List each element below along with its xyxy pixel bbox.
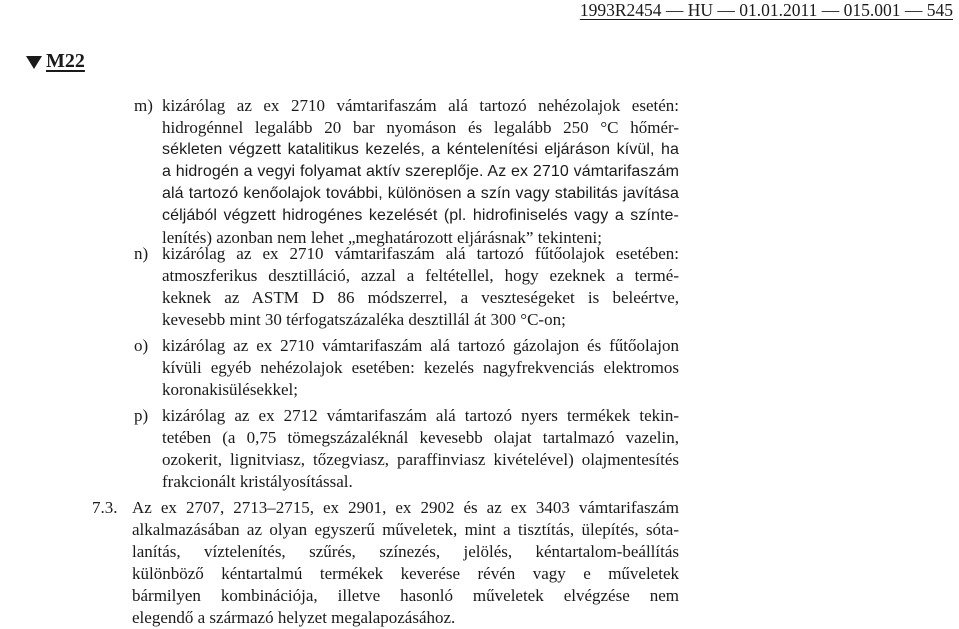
text-line: elegendő a származó helyzet megalapozásához. <box>132 608 456 627</box>
list-item-m <box>134 95 679 249</box>
section-7-3 <box>92 497 679 629</box>
list-item-p <box>134 405 679 493</box>
text-line: koronakisülésekkel; <box>162 380 298 399</box>
list-item-o <box>134 335 679 401</box>
text-line: kizárólag az ex 2710 vámtarifaszám alá tartozó fűtőolajok esetében: <box>162 244 679 263</box>
text-line: kizárólag az ex 2712 vámtarifaszám alá tartozó nyers termékek tekin- <box>162 406 679 425</box>
text-line: Az ex 2707, 2713–2715, ex 2901, ex 2902 és az ex 3403 vámtarifaszám <box>132 498 679 517</box>
text-line: kívüli egyéb nehézolajok esetében: kezelés nagyfrekvenciás elektromos <box>162 358 679 377</box>
list-item-letter: n) <box>134 244 149 263</box>
text-line: kizárólag az ex 2710 vámtarifaszám alá tartozó gázolajon és fűtőolajon <box>162 336 679 355</box>
text-line: alá tartozó kenőolajok további, különösen a szín vagy stabilitás javítása <box>162 185 679 202</box>
text-line: keknek az ASTM D 86 módszerrel, a veszteségeket is beleértve, <box>162 288 679 307</box>
text-line: ozokerit, lignitviasz, tőzegviasz, paraffinviasz kivételével) olajmentesítés <box>162 450 679 469</box>
list-item-letter: o) <box>134 336 149 355</box>
list-item-body <box>162 243 679 331</box>
document-reference-header: 1993R2454 — HU — 01.01.2011 — 015.001 — 545 <box>579 0 953 20</box>
text-line: hidrogénnel legalább 20 bar nyomáson és legalább 250 °C hőmér- <box>162 118 679 137</box>
section-body <box>132 497 679 629</box>
list-item-letter: p) <box>134 406 149 425</box>
list-item-body <box>162 335 679 401</box>
text-line: kevesebb mint 30 térfogatszázaléka desztillál át 300 °C-on; <box>162 310 566 329</box>
text-line: a hidrogén a vegyi folyamat aktív szereplője. Az ex 2710 vámtarifaszám <box>162 163 679 180</box>
text-line: alkalmazásában az olyan egyszerű műveletek, mint a tisztítás, ülepítés, sóta- <box>132 520 679 539</box>
text-line: kizárólag az ex 2710 vámtarifaszám alá tartozó nehézolajok esetén: <box>162 96 679 115</box>
text-line: sékleten végzett katalitikus kezelés, a kéntelenítési eljáráson kívül, ha <box>162 141 679 158</box>
amendment-marker <box>26 49 85 73</box>
text-line: tetében (a 0,75 tömegszázaléknál kevesebb olajat tartalmazó vazelin, <box>162 428 679 447</box>
list-item-body <box>162 95 679 249</box>
text-line: céljából végzett hidrogénes kezelését (pl. hidrofiniselés vagy a színte- <box>162 207 679 224</box>
section-number: 7.3. <box>92 498 118 517</box>
list-item-n <box>134 243 679 331</box>
text-line: különböző kéntartalmú termékek keverése révén vagy e műveletek <box>132 564 679 583</box>
list-item-letter: m) <box>134 96 153 115</box>
text-line: frakcionált kristályosítással. <box>162 472 353 491</box>
text-line: bármilyen kombinációja, illetve hasonló műveletek elvégzése nem <box>132 586 679 605</box>
triangle-down-icon <box>26 56 42 69</box>
text-line: atmoszferikus desztilláció, azzal a feltétellel, hogy ezeknek a termé- <box>162 266 679 285</box>
text-line: lanítás, víztelenítés, szűrés, színezés, jelölés, kéntartalom-beállítás <box>132 542 679 561</box>
text-line: lenítés) azonban nem lehet „meghatározott eljárásnak” tekinteni; <box>162 228 602 247</box>
amendment-code: M22 <box>46 50 85 72</box>
list-item-body <box>162 405 679 493</box>
